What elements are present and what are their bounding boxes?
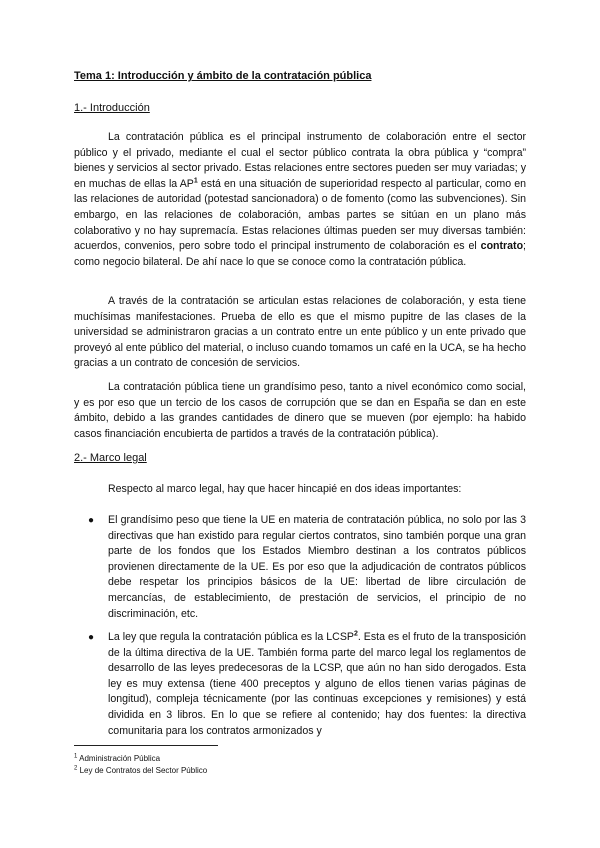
section-heading-marco-legal: 2.- Marco legal <box>74 452 147 464</box>
section-heading-introduccion: 1.- Introducción <box>74 102 150 114</box>
page-title: Tema 1: Introducción y ámbito de la contratación pública <box>74 70 372 82</box>
bullet-icon: ● <box>88 632 95 643</box>
paragraph-intro-3 <box>74 380 526 442</box>
footnote-text: Ley de Contratos del Sector Público <box>79 766 208 775</box>
list-item <box>88 513 526 622</box>
footnote-number: 1 <box>74 753 78 760</box>
paragraph-text: La contratación pública es el principal instrumento de colaboración entre el sector público y el privado, mediante el cual el sector público contrata la obra pública y “compra” bienes y servicios al sector privado. Estas relaciones entre sectores pueden ser muy variadas; y en muchas de ellas la AP <box>74 131 526 190</box>
paragraph-text: está en una situación de superioridad respecto al particular, como en las relaciones de autoridad (potestad sancionadora) o de fomento (como las subvenciones). Sin embargo, en las relaciones de colaboración, ambas partes se sitúan en un plano más colaborativo y no hay supremacía. Estas relaciones últimas pueden ser muy diversas también: acuerdos, convenios, pero sobre todo el principal instrumento de colaboración es el <box>74 177 526 253</box>
footnote-text: Administración Pública <box>79 754 161 763</box>
list-item-text: La ley que regula la contratación pública es la LCSP <box>108 631 354 643</box>
list-item <box>88 630 526 739</box>
footnote-divider <box>74 745 218 746</box>
paragraph-intro-1 <box>74 130 526 270</box>
paragraph-text: La contratación pública tiene un grandísimo peso, tanto a nivel económico como social, y es por eso que un tercio de los casos de corrupción que se dan en España se dan en este ámbito, debido a las grandes cantidades de dinero que se mueven (por ejemplo: ha habido casos financiación encubierta de partidos a través de la contratación pública). <box>74 381 526 440</box>
footnote-ref-1[interactable]: 1 <box>193 177 198 185</box>
list-item-text: El grandísimo peso que tiene la UE en materia de contratación pública, no solo por las 3 directivas que han existido para regular ciertos contratos, sino también porque una gran parte de los fondos que los Estados Miembro destinan a los contratos públicos provienen directamente de la UE. Es por eso que la adjudicación de contratos públicos debe respetar los principios básicos de la UE: libertad de libre circulación de mercancías, de establecimiento, de prestación de servicios, el principio de no discriminación, etc. <box>108 514 526 620</box>
footnote-number: 2 <box>74 765 78 772</box>
footnote-1 <box>74 753 160 764</box>
bold-term-contrato: contrato <box>480 240 524 253</box>
paragraph-intro-2 <box>74 294 526 372</box>
list-item-text: . Esta es el fruto de la transposición de la última directiva de la UE. También forma parte del marco legal los reglamentos de desarrollo de las leyes predecesoras de la LCSP, que aún no han sido derogados. Esta ley es muy extensa (tiene 400 preceptos y alguno de ellos tienen varias páginas de longitud), compleja técnicamente (por las continuas excepciones y remisiones) y está dividida en 3 libros. En lo que se refiere al contenido; hay dos fuentes: la directiva comunitaria para los contratos armonizados y <box>108 631 526 737</box>
footnote-2 <box>74 765 207 776</box>
paragraph-text: A través de la contratación se articulan estas relaciones de colaboración, y esta tiene muchísimas manifestaciones. Prueba de ello es que el mismo pupitre de las clases de la universidad se administraron gracias a un contrato entre un ente público y un ente privado que proveyó al ente público del material, o incluso cuando tomamos un café en la UCA, se ha hecho gracias a un contrato de concesión de servicios. <box>74 295 526 370</box>
footnote-ref-2[interactable]: 2 <box>353 630 358 638</box>
paragraph-marco-intro: Respecto al marco legal, hay que hacer hincapié en dos ideas importantes: <box>108 483 462 495</box>
paragraph-text: ; como negocio bilateral. De ahí nace lo que se conoce como la contratación pública. <box>74 240 526 268</box>
bullet-icon: ● <box>88 515 95 526</box>
